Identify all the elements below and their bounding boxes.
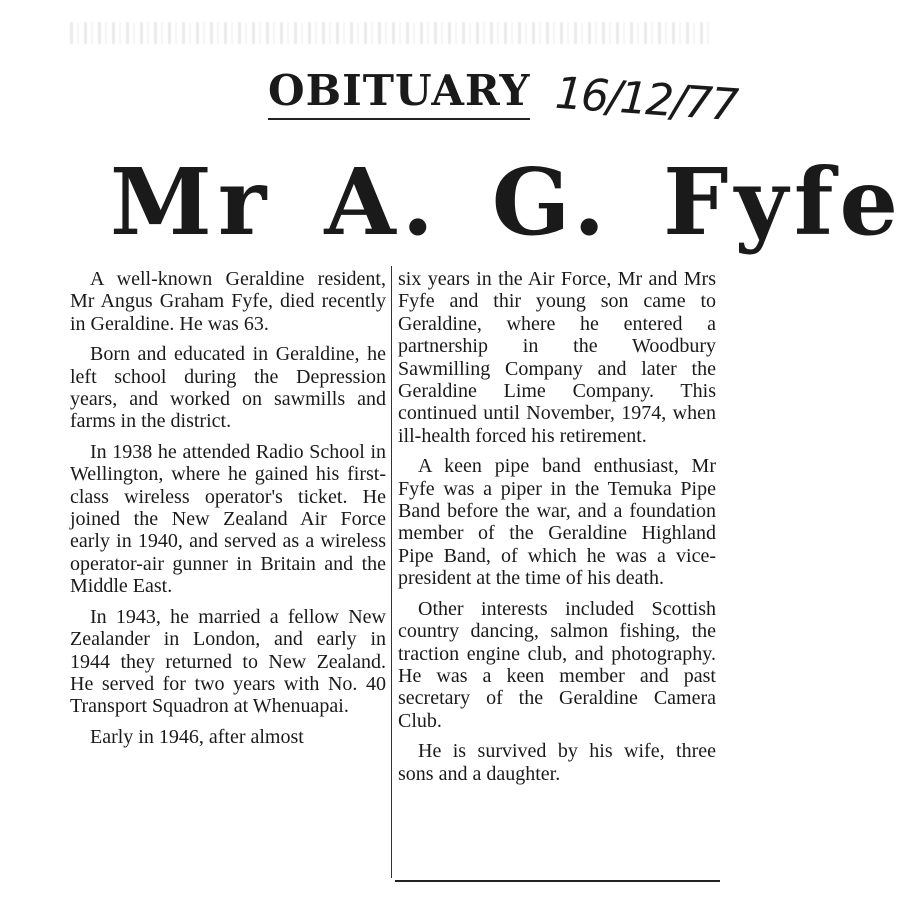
paragraph: In 1938 he attended Radio School in Wellington, where he gained his first-class wireless operator's ticket. He joined the New Zealand Air Force early in 1940, and served as a wireless operator-air gunner in Britain and the Middle East.: [70, 440, 386, 598]
headline: Mr A. G. Fyfe: [110, 148, 904, 256]
paragraph: A keen pipe band enthusiast, Mr Fyfe was a piper in the Temuka Pipe Band before the war, and a foundation member of the Geraldine Highland Pipe Band, of which he was a vice-president at the time of his death.: [398, 455, 716, 590]
section-title: OBITUARY: [268, 66, 531, 115]
paragraph: Born and educated in Geraldine, he left school during the Depression years, and worked on sawmills and farms in the district.: [70, 343, 386, 433]
end-rule: [395, 880, 720, 882]
title-underline: [268, 118, 530, 120]
paragraph: six years in the Air Force, Mr and Mrs Fyfe and thir young son came to Geraldine, where he entered a partnership in the Woodbury Sawmilling Company and later the Geraldine Lime Company. This continued until November, 1974, when ill-health forced his retirement.: [398, 268, 716, 447]
paragraph: Early in 1946, after almost: [90, 725, 304, 748]
paragraph: He is survived by his wife, three sons and a daughter.: [398, 740, 716, 785]
paragraph: A well-known Geraldine resident, Mr Angus Graham Fyfe, died recently in Geraldine. He was 63.: [70, 268, 386, 335]
handwritten-date: 16/12/77: [553, 67, 739, 132]
column-divider: [391, 266, 392, 878]
paragraph: Other interests included Scottish country dancing, salmon fishing, the traction engine club, and photography. He was a keen member and past secretary of the Geraldine Camera Club.: [398, 597, 716, 732]
show-through-text: [70, 22, 710, 44]
paragraph: In 1943, he married a fellow New Zealander in London, and early in 1944 they returned to New Zealand. He served for two years with No. 40 Transport Squadron at Whenuapai.: [70, 605, 386, 718]
right-column: [398, 268, 716, 793]
left-column: [70, 268, 386, 756]
